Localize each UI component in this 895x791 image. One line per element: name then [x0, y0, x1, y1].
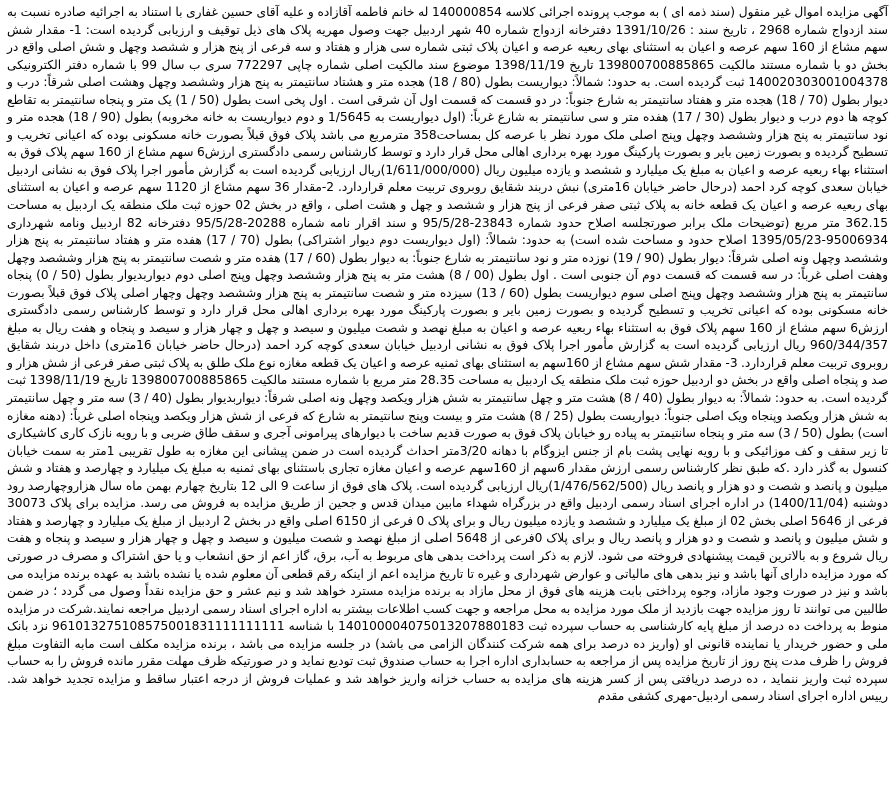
auction-notice-text: آگهی مزایده اموال غیر منقول (سند ذمه ای ) به موجب پرونده اجرائی کلاسه 140000854 له خانم فاطمه آقازاده و علیه آقای حسین غفاری با استناد به اجرائیه صادره نسبت به سند ازدواج شماره 2968 ، تاریخ سند : 1391/10/26 دفترخانه ازدواج شماره 40 شهر اردبیل جهت وصول مهریه پلاک های ذیل توقیف و ارزیابی گردیده است: 1- مقدار شش سهم مشاع از 160 سهم عرصه و اعیان به استثنای بهای ربعیه عرصه و اعیان پلاک ثبتی شماره سی هزار و هفتاد و سه فرعی از پنج هزار و ششصد وچهل و شش اصلی واقع در بخش دو با شماره مستند مالکیت 139800700885865 تاریخ 1398/11/19 موضوع سند مالکیت اصلی شماره چاپی 772297 سری ب سال 99 با شماره دفتر الکترونیکی 140020303001004378 ثبت گردیده است. به حدود: شمالاً: دیواریست بطول (80 / 18) هجده متر و هشتاد سانتیمتر به پنج هزار وششصد وچهل وهشت اصلی شرقاً: درب و دیوار بطول (70 / 18) هجده متر و هفتاد سانتیمتر به شارع جنوباً: در دو قسمت که قسمت اول آن شرقی است . اول پخی است بطول (50 / 1) یک متر و پنجاه سانتیمتر به تقاطع کوچه ها دوم درب و دیوار بطول (30 / 17) هفده متر و سی سانتیمتر به شارع غرباً: (اول دیواریست به 1/5645 و دوم دیواریست به خانه مخروبه) بطول (90 / 18) هجده متر و نود سانتیمتر به پنج هزار وششصد وچهل وپنج اصلی ملک مورد نظر با عرصه کل بمساحت358 مترمربع می باشد پلاک فوق قبلاً بصورت خانه مسکونی بوده که اعیانی تخریب و تسطیح گردیده و بصورت زمین بایر و بصورت پارکینگ مورد بهره برداری اهالی محل قرار دارد و توسط کارشناس رسمی دادگستری ارزش6 سهم مشاع از 160 سهم پلاک فوق به استثناء بهاء ربعیه عرصه و اعیان به مبلغ یک میلیارد و ششصد و یازده میلیون ریال (1/611/000/000)ریال ارزیابی گردیده است به گزارش مأمور اجرا پلاک فوق به نشانی اردبیل خیابان سعدی کوچه کرد احمد (درحال حاضر خیابان 16متری) نبش دربند شقایق روبروی تربیت معلم قراردارد. 2-مقدار 36 سهم مشاع از 1120 سهم عرصه و اعیان به استثنای بهای ربعیه عرصه و اعیان یک قطعه خانه به پلاک ثبتی صفر فرعی از پنج هزار و ششصد و چهل و هشت اصلی ، واقع در بخش 02 حوزه ثبت ملک منطقه یک اردبیل به مساحت 362.15 متر مربع (توضیحات ملک برابر صورتجلسه اصلاح حدود شماره 23843-95/5/28 و سند اقرار نامه شماره 20288-95/5/28 دفترخانه 82 اردبیل ونامه شهرداری 95006934-1395/05/23 اصلاح حدود و مساحت شده است) به حدود: شمالاً: (اول دیواریست دوم دیوار اشتراکی) بطول (70 / 17) هفده متر و هفتاد سانتیمتر به پنج هزار وششصد وچهل ونه اصلی شرقاً: دیوار بطول (90 / 19) نوزده متر و نود سانتیمتر به شارع جنوباً: به دیوار بطول (60 / 17) هفده متر و شصت سانتیمتر به پنج هزار وششصد وچهل وهفت اصلی غرباً: در سه قسمت که قسمت دوم آن جنوبی است . اول بطول (00 / 8) هشت متر به پنج هزار وششصد وچهل وپنج اصلی دوم دیواربدیوار بطول (50 / 0) پنجاه سانتیمتر به پنج هزار وششصد وچهل وپنج اصلی سوم دیواریست بطول (60 / 13) سیزده متر و شصت سانتیمتر به پنج هزار وششصد وچهل وچهار اصلی پلاک فوق قبلاً بصورت خانه مسکونی بوده که اعیانی تخریب و تسطیح گردیده و بصورت زمین بایر و بصورت پارکینگ مورد بهره برداری اهالی محل قرار دارد و توسط کارشناس رسمی دادگستری ارزش6 سهم مشاع از 160 سهم پلاک فوق به استثناء بهاء ربعیه عرصه و اعیان به مبلغ نهصد و شصت میلیون و سیصد و چهل و چهار هزار و سیصد و پنجاه و هفت ریال به مبلغ 960/344/357 ریال ارزیابی گردیده است به گزارش مأمور اجرا پلاک فوق به نشانی اردبیل خیابان سعدی کوچه کرد احمد (درحال حاضر خیابان 16متری) داخل دربند شقایق روبروی تربیت معلم قراردارد. 3- مقدار شش سهم مشاع از 160سهم به استثنای بهای ثمنیه عرصه و اعیان یک قطعه مغازه نوع ملک طلق به پلاک ثبتی صفر فرعی از شش هزار و صد و پنجاه اصلی واقع در بخش دو اردبیل حوزه ثبت ملک منطقه یک اردبیل به مساحت 28.35 متر مربع با شماره مستند مالکیت 139800700885865 تاریخ 1398/11/19 ثبت گردیده است. به حدود: شمالاً: به دیوار بطول (40 / 8) هشت متر و چهل سانتیمتر به شش هزار ویکصد وچهل ونه اصلی شرقاً: دیواربدیوار بطول (40 / 3) سه متر و چهل سانتیمتر به شش هزار ویکصد وپنجاه ویک اصلی جنوباً: دیواریست بطول (25 / 8) هشت متر و بیست وپنج سانتیمتر به شارع که فرعی از شش هزار ویکصد وپنجاه اصلی غرباً: (دهنه مغازه است) بطول (50 / 3) سه متر و پنجاه سانتیمتر به پیاده رو خیابان پلاک فوق به صورت قدیم ساخت با دیوارهای پیرامونی آجری و سقف طاق ضربی و با رویه نازک کاری کاشیکاری تا زیر سقف و کف موزائیکی و با رویه نهایی پشت بام از جنس ایزوگام با دهانه 3/20متر احداث گردیده است در ضمن پیشانی این مغازه به طول تقریبی 1متر به سمت خیابان کنسول به گذر دارد .که طبق نظر کارشناس رسمی ارزش مقدار 6سهم از 160سهم عرصه و اعیان مغازه تجاری باستثنای بهای ثمنیه به مبلغ یک میلیارد و چهارصد و هفتاد و شش میلیون و پانصد و شصت و دو هزار و پانصد ریال (1/476/562/500)ریال ارزیابی گردیده است. پلاک های فوق از ساعت 9 الی 12 بتاریخ چهارم بهمن ماه سال هزاروچهارصد رود دوشنبه (1400/11/04) در اداره اجرای اسناد رسمی اردبیل واقع در بزرگراه شهداء مابین میدان قدس و جحین از طریق مزایده به فروش می رسد. مزایده برای پلاک 30073 فرعی از 5646 اصلی بخش 02 از مبلغ یک میلیارد و ششصد و یازده میلیون ریال و برای پلاک 0 فرعی از 6150 اصلی واقع در بخش 2 اردبیل از مبلغ یک میلیارد و چهارصد و هفتاد و شش میلیون و پانصد و شصت و دو هزار و پانصد ریال و برای پلاک 0فرعی از 5648 اصلی از مبلغ نهصد و شصت میلیون و سیصد و چهل و چهار هزار و سیصد و پنجاه و هفت ریال شروع و به بالاترین قیمت پیشنهادی فروخته می شود. لازم به ذکر است پرداخت بدهی های مربوط به آب، برق، گاز اعم از حق انشعاب و یا حق اشتراک و مصرف در صورتی که مورد مزایده دارای آنها باشد و نیز بدهی های مالیاتی و عوارض شهرداری و غیره تا تاریخ مزایده اعم از اینکه رقم قطعی آن معلوم شده یا نشده باشد به عهده برنده مزایده می باشد و نیز در صورت وجود مازاد، وجوه پرداختی بابت هزینه های فوق از محل مازاد به برنده مزایده مسترد خواهد شد و نیم عشر و حق مزایده نقداً وصول می گردد ؛ در ضمن طالبین می توانند تا روز مزایده جهت بازدید از ملک مورد مزایده به محل مراجعه و جهت کسب اطلاعات بیشتر به اداره اجرای اسناد رسمی اردبیل مراجعه نمایند.شرکت در مزایده منوط به پرداخت ده درصد از مبلغ پایه کارشناسی به حساب سپرده ثبت 140100004075013207880183 با شناسه 961013275108575001831111111111 نزد بانک ملی و حضور خریدار یا نماینده قانونی او (واریز ده درصد برای همه شرکت کنندگان الزامی می باشد) در جلسه مزایده می باشد ، برنده مزایده مکلف است مابه التفاوت مبلغ فروش را ظرف مدت پنج روز از تاریخ مزایده پس از مراجعه به حسابداری اداره اجرا به حساب صندوق ثبت تودیع نماید و در صورتیکه ظرف مهلت مقرر مانده فروش را به حساب سپرده ثبت واریز ننماید ، ده درصد دریافتی پس از کسر هزینه های مزایده به حساب خزانه واریز خواهد شد و عملیات فروش از درجه اعتبار ساقط و مزایده تجدید خواهد شد. رییس اداره اجرای اسناد رسمی اردبیل-مهری کشفی مقدم — [7, 5, 889, 704]
